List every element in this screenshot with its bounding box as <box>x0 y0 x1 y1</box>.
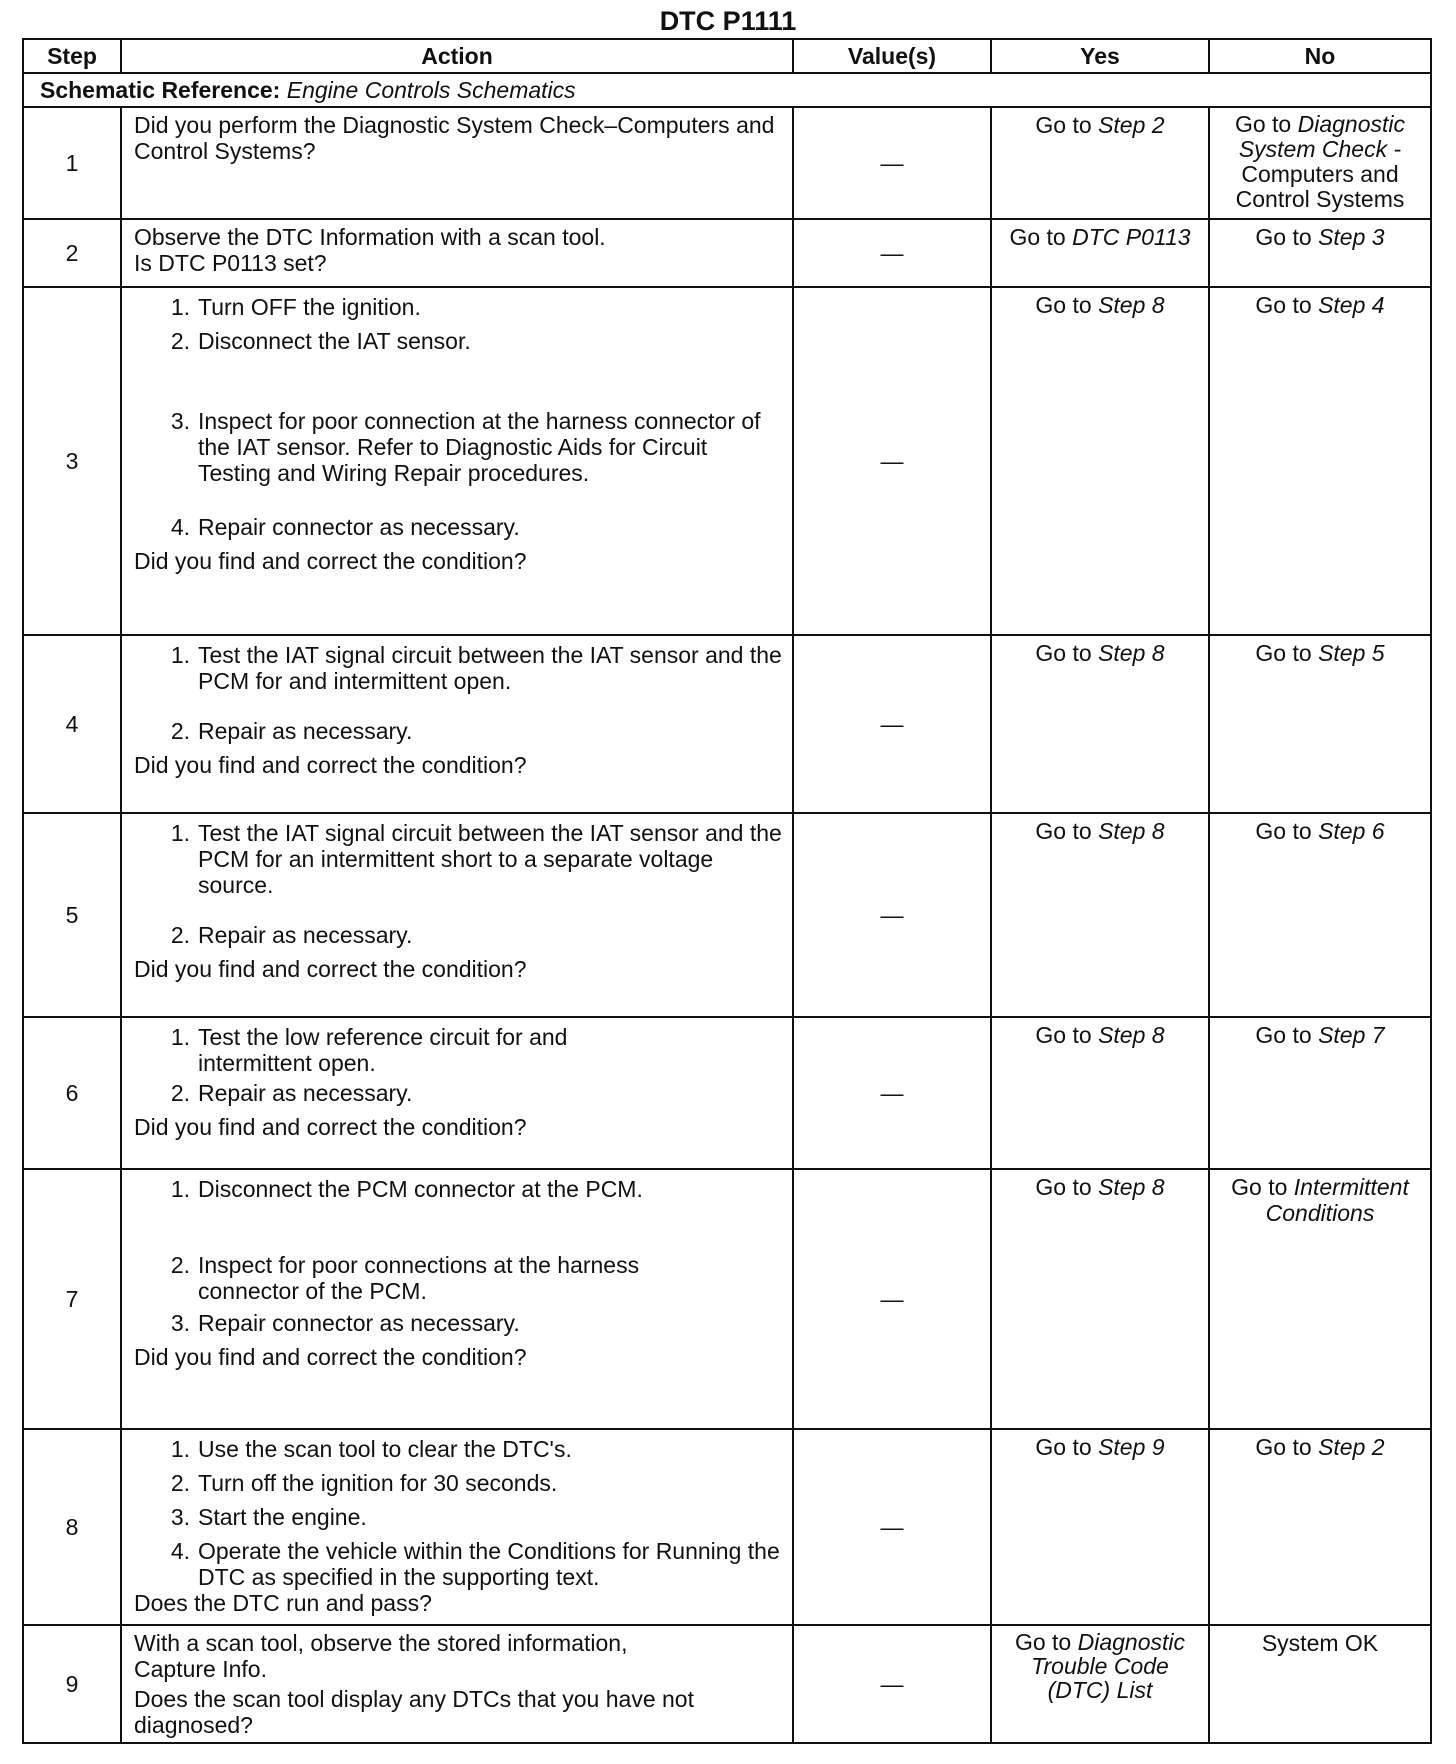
list-item: 1. Test the low reference circuit for and intermittent open. <box>170 1024 568 1076</box>
list-item: 1. Use the scan tool to clear the DTC's. <box>170 1436 572 1462</box>
yes-prefix: Go to <box>1035 292 1092 318</box>
no-prefix: Go to <box>1231 1174 1288 1200</box>
no-prefix: Go to <box>1234 111 1292 137</box>
yes-link[interactable]: Step 2 <box>1098 112 1165 138</box>
list-item: 2. Repair as necessary. <box>170 1080 413 1106</box>
step-number: 3 <box>23 287 121 635</box>
action-list <box>134 294 782 548</box>
list-item: 3. Inspect for poor connection at the harness connector of the IAT sensor. Refer to Diagnostic Aids for Circuit Testing and Wiring Repair procedures. <box>170 408 761 486</box>
header-values: Value(s) <box>793 39 991 73</box>
table-row <box>23 1017 1431 1169</box>
no-prefix: Go to <box>1255 224 1312 250</box>
no-cell <box>1209 635 1431 813</box>
no-cell <box>1209 287 1431 635</box>
action-question: Did you find and correct the condition? <box>134 548 527 574</box>
step-number: 2 <box>23 219 121 287</box>
schematic-link[interactable]: Engine Controls Schematics <box>286 77 576 103</box>
action-text: Did you perform the Diagnostic System Check–Computers and Control Systems? <box>134 112 775 164</box>
action-question: Does the DTC run and pass? <box>134 1590 432 1616</box>
value-cell: — <box>793 1169 991 1429</box>
no-cell <box>1209 1429 1431 1625</box>
schematic-label: Schematic Reference: <box>40 77 281 103</box>
no-link[interactable]: Step 7 <box>1318 1022 1385 1048</box>
list-item: 2. Turn off the ignition for 30 seconds. <box>170 1470 558 1496</box>
list-item: 4. Repair connector as necessary. <box>170 514 520 540</box>
yes-link[interactable]: Step 8 <box>1098 1022 1165 1048</box>
list-item: 1. Test the IAT signal circuit between the IAT sensor and the PCM for and intermittent open. <box>170 642 782 694</box>
action-cell <box>121 107 793 219</box>
header-row <box>23 39 1431 73</box>
no-text: System OK <box>1261 1630 1379 1656</box>
action-list <box>134 820 782 956</box>
action-question: Did you find and correct the condition? <box>134 956 527 982</box>
action-cell <box>121 1017 793 1169</box>
table-row <box>23 1169 1431 1429</box>
no-cell <box>1209 1017 1431 1169</box>
action-question: Did you find and correct the condition? <box>134 752 527 778</box>
action-list <box>134 1024 782 1114</box>
list-item: 2. Repair as necessary. <box>170 922 413 948</box>
yes-prefix: Go to <box>1035 1434 1092 1460</box>
no-link[interactable]: Diagnostic System Check - <box>1238 111 1406 162</box>
yes-prefix: Go to <box>1009 224 1066 250</box>
list-item: 4. Operate the vehicle within the Conditions for Running the DTC as specified in the supporting text. <box>170 1538 780 1590</box>
yes-cell <box>991 1169 1209 1429</box>
list-item: 1. Turn OFF the ignition. <box>170 294 421 320</box>
yes-cell <box>991 107 1209 219</box>
action-cell <box>121 813 793 1017</box>
yes-prefix: Go to <box>1035 1174 1092 1200</box>
step-number: 9 <box>23 1625 121 1743</box>
no-link[interactable]: Step 4 <box>1318 292 1385 318</box>
list-item: 2. Repair as necessary. <box>170 718 413 744</box>
list-item: 1. Test the IAT signal circuit between the IAT sensor and the PCM for an intermittent short to a separate voltage source. <box>170 820 782 898</box>
no-link[interactable]: Step 2 <box>1318 1434 1385 1460</box>
table-row <box>23 1625 1431 1743</box>
action-cell <box>121 635 793 813</box>
no-suffix: Computers and Control Systems <box>1235 161 1405 212</box>
no-link[interactable]: Intermittent Conditions <box>1265 1174 1409 1226</box>
table-row <box>23 635 1431 813</box>
list-item: 2. Inspect for poor connections at the harness connector of the PCM. <box>170 1252 640 1304</box>
yes-cell <box>991 635 1209 813</box>
list-item: 2. Disconnect the IAT sensor. <box>170 328 471 354</box>
no-prefix: Go to <box>1255 1434 1312 1460</box>
header-action: Action <box>121 39 793 73</box>
value-cell: — <box>793 1429 991 1625</box>
list-item: 3. Repair connector as necessary. <box>170 1310 520 1336</box>
yes-link[interactable]: Step 9 <box>1098 1434 1165 1460</box>
yes-prefix: Go to <box>1035 112 1092 138</box>
action-list <box>134 1436 782 1590</box>
value-cell: — <box>793 1625 991 1743</box>
action-list <box>134 642 782 752</box>
no-prefix: Go to <box>1255 292 1312 318</box>
action-cell <box>121 1169 793 1429</box>
yes-link[interactable]: Step 8 <box>1098 292 1165 318</box>
no-prefix: Go to <box>1255 1022 1312 1048</box>
action-question: Did you find and correct the condition? <box>134 1114 527 1140</box>
no-link[interactable]: Step 5 <box>1318 640 1385 666</box>
step-number: 8 <box>23 1429 121 1625</box>
schematic-row <box>23 73 1431 107</box>
value-cell: — <box>793 1017 991 1169</box>
step-number: 7 <box>23 1169 121 1429</box>
action-cell <box>121 1625 793 1743</box>
step-number: 6 <box>23 1017 121 1169</box>
value-cell: — <box>793 107 991 219</box>
step-number: 4 <box>23 635 121 813</box>
action-cell <box>121 219 793 287</box>
no-cell <box>1209 1625 1431 1743</box>
table-row <box>23 1429 1431 1625</box>
table-row <box>23 107 1431 219</box>
header-no: No <box>1209 39 1431 73</box>
step-number: 1 <box>23 107 121 219</box>
no-prefix: Go to <box>1255 640 1312 666</box>
table-row <box>23 287 1431 635</box>
action-list <box>134 1176 782 1344</box>
action-text: Observe the DTC Information with a scan tool. <box>134 224 606 250</box>
yes-link[interactable]: Step 8 <box>1098 1174 1165 1200</box>
value-cell: — <box>793 287 991 635</box>
step-number: 5 <box>23 813 121 1017</box>
no-cell <box>1209 1169 1431 1429</box>
diagnostic-table <box>22 38 1432 1744</box>
yes-cell <box>991 219 1209 287</box>
header-yes: Yes <box>991 39 1209 73</box>
yes-prefix: Go to <box>1035 1022 1092 1048</box>
list-item: 1. Disconnect the PCM connector at the PCM. <box>170 1176 643 1202</box>
value-cell: — <box>793 635 991 813</box>
yes-prefix: Go to <box>1035 640 1092 666</box>
no-cell <box>1209 107 1431 219</box>
yes-cell <box>991 1625 1209 1743</box>
action-question: Does the scan tool display any DTCs that you have not diagnosed? <box>134 1686 694 1738</box>
yes-link[interactable]: Step 8 <box>1098 640 1165 666</box>
yes-link[interactable]: DTC P0113 <box>1072 224 1191 250</box>
action-question: Did you find and correct the condition? <box>134 1344 527 1370</box>
table-row <box>23 813 1431 1017</box>
schematic-reference <box>23 73 1431 107</box>
no-link[interactable]: Step 6 <box>1318 818 1385 844</box>
yes-link[interactable]: Diagnostic Trouble Code (DTC) List <box>1031 1629 1186 1703</box>
no-cell <box>1209 219 1431 287</box>
action-question: Is DTC P0113 set? <box>134 250 327 276</box>
action-text: With a scan tool, observe the stored information, Capture Info. <box>134 1630 628 1682</box>
yes-link[interactable]: Step 8 <box>1098 818 1165 844</box>
no-link[interactable]: Step 3 <box>1318 224 1385 250</box>
value-cell: — <box>793 219 991 287</box>
list-item: 3. Start the engine. <box>170 1504 367 1530</box>
value-cell: — <box>793 813 991 1017</box>
yes-cell <box>991 813 1209 1017</box>
yes-prefix: Go to <box>1035 818 1092 844</box>
yes-prefix: Go to <box>1014 1629 1072 1655</box>
action-cell <box>121 287 793 635</box>
no-cell <box>1209 813 1431 1017</box>
page-title: DTC P1111 <box>659 6 797 36</box>
no-prefix: Go to <box>1255 818 1312 844</box>
yes-cell <box>991 287 1209 635</box>
yes-cell <box>991 1429 1209 1625</box>
action-cell <box>121 1429 793 1625</box>
table-row <box>23 219 1431 287</box>
header-step: Step <box>23 39 121 73</box>
yes-cell <box>991 1017 1209 1169</box>
